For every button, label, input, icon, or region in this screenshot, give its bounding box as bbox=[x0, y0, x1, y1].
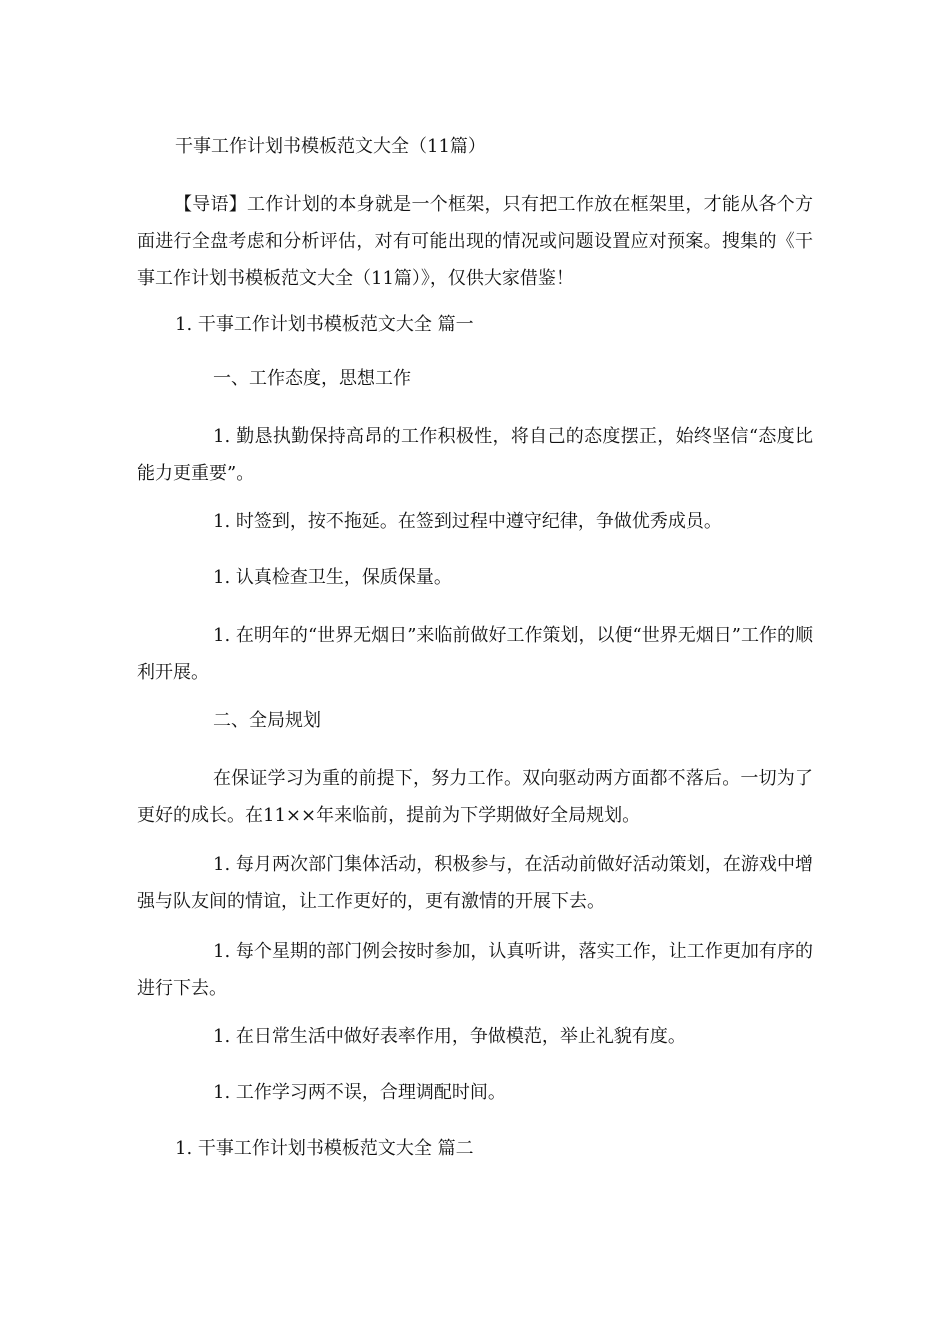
part2-intro-paragraph: 在保证学习为重的前提下，努力工作。双向驱动两方面都不落后。一切为了更好的成长。在11××年来临前，提前为下学期做好全局规划。 bbox=[137, 768, 813, 826]
part-heading-2: 二、全局规划 bbox=[213, 710, 321, 731]
section-heading-2: 1. 干事工作计划书模板范文大全 篇二 bbox=[175, 1138, 474, 1159]
list-item: 1. 时签到，按不拖延。在签到过程中遵守纪律，争做优秀成员。 bbox=[213, 511, 722, 532]
list-item: 1. 每个星期的部门例会按时参加，认真听讲，落实工作，让工作更加有序的进行下去。 bbox=[137, 941, 813, 999]
list-item: 1. 勤恳执勤保持高昂的工作积极性，将自己的态度摆正，始终坚信“态度比能力更重要”。 bbox=[137, 426, 813, 484]
document-title: 干事工作计划书模板范文大全（11篇） bbox=[175, 136, 486, 157]
list-item: 1. 每月两次部门集体活动，积极参与，在活动前做好活动策划，在游戏中增强与队友间的情谊，让工作更好的，更有激情的开展下去。 bbox=[137, 854, 813, 912]
list-item: 1. 工作学习两不误，合理调配时间。 bbox=[213, 1082, 506, 1103]
list-item: 1. 认真检查卫生，保质保量。 bbox=[213, 567, 452, 588]
section-heading-1: 1. 干事工作计划书模板范文大全 篇一 bbox=[175, 314, 474, 335]
intro-paragraph: 【导语】工作计划的本身就是一个框架，只有把工作放在框架里，才能从各个方面进行全盘考虑和分析评估，对有可能出现的情况或问题设置应对预案。搜集的《干事工作计划书模板范文大全（11篇）》，仅供大家借鉴！ bbox=[137, 194, 813, 289]
list-item: 1. 在日常生活中做好表率作用，争做模范，举止礼貌有度。 bbox=[213, 1026, 686, 1047]
list-item: 1. 在明年的“世界无烟日”来临前做好工作策划，以便“世界无烟日”工作的顺利开展。 bbox=[137, 625, 813, 683]
part-heading-1: 一、工作态度，思想工作 bbox=[213, 368, 411, 389]
